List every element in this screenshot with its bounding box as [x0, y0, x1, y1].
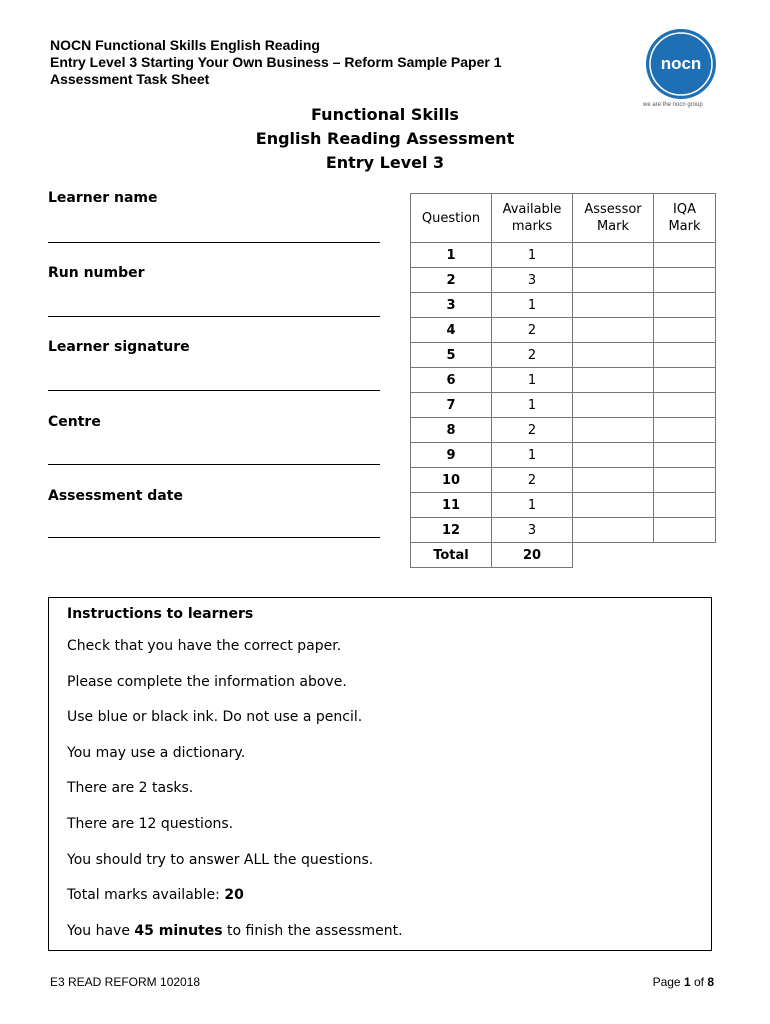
assessor-mark-cell[interactable]: [573, 293, 654, 318]
assessment-date-field[interactable]: [48, 488, 380, 543]
assessor-mark-cell[interactable]: [573, 493, 654, 518]
available-marks: 2: [492, 318, 573, 343]
header-assessor-mark: Assessor Mark: [573, 194, 654, 243]
iqa-mark-cell[interactable]: [654, 493, 716, 518]
header-line-3: Assessment Task Sheet: [50, 71, 210, 87]
question-number: 4: [411, 318, 492, 343]
run-number-label: Run number: [48, 265, 145, 281]
available-marks: 1: [492, 443, 573, 468]
marks-table: [410, 193, 716, 568]
header-question: Question: [411, 194, 492, 243]
instruction-line: Please complete the information above.: [67, 673, 347, 690]
nocn-logo: [645, 28, 717, 100]
available-marks: 1: [492, 368, 573, 393]
instruction-line: Check that you have the correct paper.: [67, 638, 342, 654]
learner-signature-label: Learner signature: [48, 339, 190, 355]
assessor-mark-cell[interactable]: [573, 468, 654, 493]
assessor-mark-cell[interactable]: [573, 243, 654, 268]
question-number: 3: [411, 293, 492, 318]
question-number: 2: [411, 268, 492, 293]
instruction-line: There are 2 tasks.: [67, 780, 194, 797]
header-line-2: Entry Level 3 Starting Your Own Business – Reform Sample Paper 1: [50, 54, 502, 70]
table-row: [411, 518, 716, 543]
table-row: [411, 243, 716, 268]
iqa-mark-cell[interactable]: [654, 468, 716, 493]
table-row: [411, 393, 716, 418]
iqa-mark-cell[interactable]: [654, 343, 716, 368]
instruction-line: You should try to answer ALL the questions.: [67, 851, 374, 868]
logo-tagline: we are the nocn group: [643, 102, 703, 108]
time-line: You have 45 minutes to finish the assessment.: [67, 922, 403, 939]
table-row: [411, 343, 716, 368]
available-marks: 1: [492, 493, 573, 518]
available-marks: 1: [492, 293, 573, 318]
learner-signature-field[interactable]: [48, 339, 380, 394]
available-marks: 2: [492, 418, 573, 443]
question-number: 1: [411, 243, 492, 268]
centre-line[interactable]: [48, 464, 380, 465]
question-number: 12: [411, 518, 492, 543]
available-marks: 2: [492, 468, 573, 493]
header-line-1: NOCN Functional Skills English Reading: [50, 37, 320, 53]
question-number: 7: [411, 393, 492, 418]
instructions-box: [48, 597, 712, 951]
page-title: [0, 103, 770, 175]
table-row: [411, 493, 716, 518]
assessor-mark-cell[interactable]: [573, 418, 654, 443]
run-number-line[interactable]: [48, 316, 380, 317]
assessor-mark-cell[interactable]: [573, 393, 654, 418]
footer-code: E3 READ REFORM 102018: [50, 975, 201, 989]
total-marks-line: Total marks available: 20: [67, 887, 244, 904]
iqa-mark-cell[interactable]: [654, 393, 716, 418]
question-number: 5: [411, 343, 492, 368]
title-line-1: Functional Skills: [311, 105, 459, 124]
question-number: 6: [411, 368, 492, 393]
document-header: [50, 37, 502, 88]
iqa-mark-cell[interactable]: [654, 318, 716, 343]
table-row: [411, 368, 716, 393]
total-value: 20: [492, 543, 573, 568]
available-marks: 3: [492, 518, 573, 543]
available-marks: 3: [492, 268, 573, 293]
logo-text: nocn: [660, 54, 702, 73]
learner-name-line[interactable]: [48, 242, 380, 243]
assessor-mark-cell[interactable]: [573, 368, 654, 393]
marks-table-header: [411, 194, 716, 243]
instruction-line: You may use a dictionary.: [67, 744, 246, 761]
instruction-line: Use blue or black ink. Do not use a pencil.: [67, 709, 363, 726]
iqa-mark-cell[interactable]: [654, 443, 716, 468]
available-marks: 1: [492, 243, 573, 268]
question-number: 8: [411, 418, 492, 443]
iqa-mark-cell[interactable]: [654, 293, 716, 318]
question-number: 9: [411, 443, 492, 468]
total-label: Total: [411, 543, 492, 568]
centre-field[interactable]: [48, 414, 380, 469]
assessor-mark-cell[interactable]: [573, 518, 654, 543]
table-row: [411, 268, 716, 293]
table-row: [411, 318, 716, 343]
assessor-mark-cell[interactable]: [573, 343, 654, 368]
table-row: [411, 443, 716, 468]
assessor-mark-cell[interactable]: [573, 443, 654, 468]
assessment-date-label: Assessment date: [48, 488, 183, 504]
table-row: [411, 468, 716, 493]
available-marks: 1: [492, 393, 573, 418]
iqa-mark-cell[interactable]: [654, 243, 716, 268]
question-number: 11: [411, 493, 492, 518]
iqa-mark-cell[interactable]: [654, 368, 716, 393]
centre-label: Centre: [48, 414, 101, 430]
iqa-mark-cell[interactable]: [654, 418, 716, 443]
header-iqa-mark: IQA Mark: [654, 194, 716, 243]
assessment-date-line[interactable]: [48, 537, 380, 538]
total-row: [411, 543, 716, 568]
iqa-mark-cell[interactable]: [654, 268, 716, 293]
instructions-title: Instructions to learners: [67, 606, 254, 622]
available-marks: 2: [492, 343, 573, 368]
assessor-mark-cell[interactable]: [573, 268, 654, 293]
learner-signature-line[interactable]: [48, 390, 380, 391]
page-number: Page 1 of 8: [652, 975, 714, 989]
title-line-2: English Reading Assessment: [255, 129, 515, 148]
header-available-marks: Available marks: [492, 194, 573, 243]
table-row: [411, 418, 716, 443]
iqa-mark-cell[interactable]: [654, 518, 716, 543]
learner-name-field[interactable]: [48, 190, 380, 245]
learner-name-label: Learner name: [48, 190, 158, 206]
instruction-line: There are 12 questions.: [67, 815, 234, 832]
run-number-field[interactable]: [48, 265, 380, 320]
assessor-mark-cell[interactable]: [573, 318, 654, 343]
table-row: [411, 293, 716, 318]
question-number: 10: [411, 468, 492, 493]
title-line-3: Entry Level 3: [325, 153, 445, 172]
